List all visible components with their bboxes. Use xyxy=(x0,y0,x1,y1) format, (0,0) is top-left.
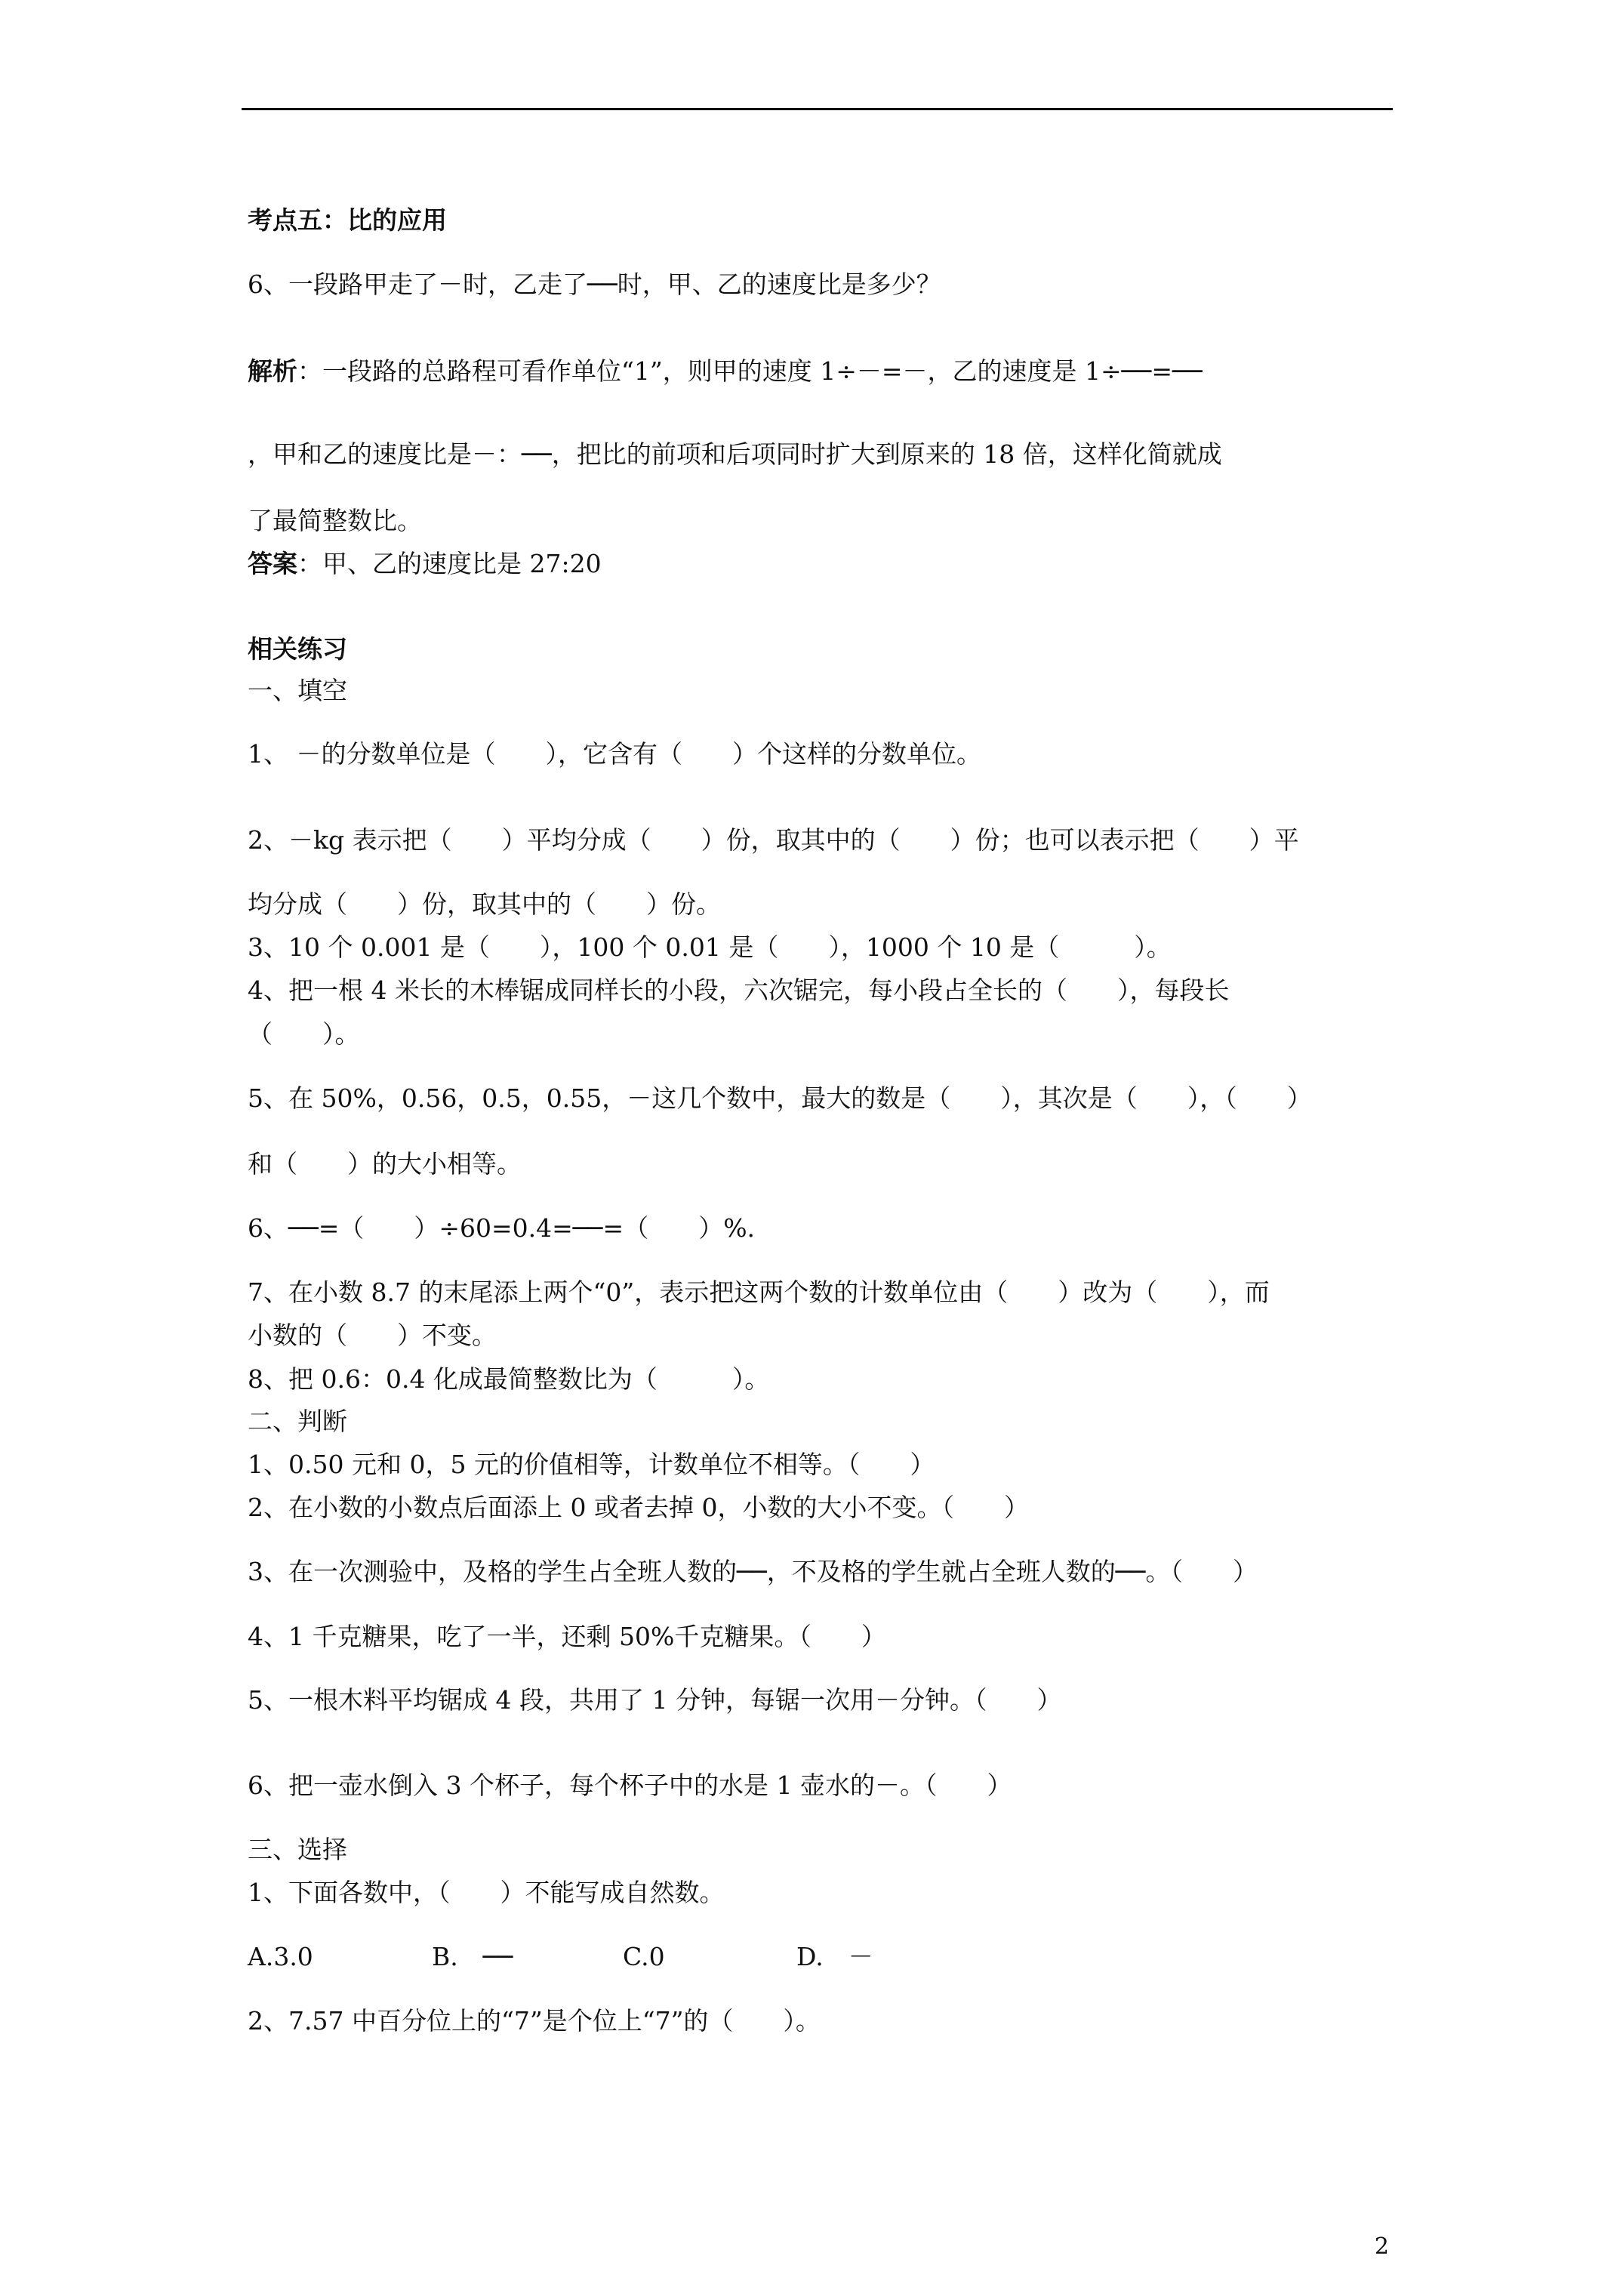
analysis-line-1 xyxy=(248,355,1203,388)
judge-line: 3、在一次测验中，及格的学生占全班人数的──，不及格的学生就占全班人数的──。（ ） xyxy=(248,1557,1258,1586)
practice-title: 相关练习 xyxy=(248,634,347,664)
fill-line: 1、 －的分数单位是（ ），它含有（ ）个这样的分数单位。 xyxy=(248,739,981,769)
analysis-line-2: ，甲和乙的速度比是－：──，把比的前项和后项同时扩大到原来的 18 倍，这样化简就成 xyxy=(248,439,1222,469)
fill-line: 8、把 0.6：0.4 化成最简整数比为（ ）。 xyxy=(248,1364,770,1394)
judge-line: 4、1 千克糖果，吃了一半，还剩 50%千克糖果。（ ） xyxy=(248,1622,886,1651)
fill-line: 4、把一根 4 米长的木棒锯成同样长的小段，六次锯完，每小段占全长的（ ），每段长 xyxy=(248,975,1230,1005)
fill-line: 5、在 50%，0.56，0.5，0.55，－这几个数中，最大的数是（ ），其次是（ ），（ ） xyxy=(248,1083,1312,1113)
judge-line: 5、一根木料平均锯成 4 段，共用了 1 分钟，每锯一次用－分钟。（ ） xyxy=(248,1685,1062,1715)
answer-label: 答案 xyxy=(248,549,297,578)
fill-heading: 一、填空 xyxy=(248,676,347,705)
fill-line: 3、10 个 0.001 是（ ），100 个 0.01 是（ ），1000 个 10 是（ ）。 xyxy=(248,932,1172,962)
choice-heading: 三、选择 xyxy=(248,1835,347,1864)
fill-line: （ ）。 xyxy=(248,1019,360,1049)
header-rule xyxy=(242,108,1393,110)
page-number: 2 xyxy=(1374,2233,1389,2260)
answer-text: ：甲、乙的速度比是 27:20 xyxy=(297,549,602,578)
choice-question-2: 2、7.57 中百分位上的“7”是个位上“7”的（ ）。 xyxy=(248,2006,821,2036)
option-c: C.0 xyxy=(623,1942,665,1971)
analysis-line-3: 了最简整数比。 xyxy=(248,506,422,535)
judge-heading: 二、判断 xyxy=(248,1407,347,1436)
fill-line: 均分成（ ）份，取其中的（ ）份。 xyxy=(248,889,721,919)
option-a: A.3.0 xyxy=(248,1942,313,1971)
fill-line: 小数的（ ）不变。 xyxy=(248,1321,497,1350)
answer-line xyxy=(248,547,602,581)
option-b: B. ── xyxy=(432,1942,513,1971)
fill-line: 和（ ）的大小相等。 xyxy=(248,1149,522,1179)
example-question: 6、一段路甲走了－时，乙走了──时，甲、乙的速度比是多少？ xyxy=(248,270,941,299)
analysis-text-1: ：一段路的总路程可看作单位“1”，则甲的速度 1÷－=－，乙的速度是 1÷──=── xyxy=(297,356,1203,386)
judge-line: 2、在小数的小数点后面添上 0 或者去掉 0，小数的大小不变。（ ） xyxy=(248,1493,1029,1522)
choice-question-1: 1、下面各数中，（ ）不能写成自然数。 xyxy=(248,1878,725,1907)
judge-line: 1、0.50 元和 0，5 元的价值相等，计数单位不相等。（ ） xyxy=(248,1450,935,1479)
judge-line: 6、把一壶水倒入 3 个杯子，每个杯子中的水是 1 壶水的－。（ ） xyxy=(248,1771,1012,1800)
fill-line: 7、在小数 8.7 的末尾添上两个“0”，表示把这两个数的计数单位由（ ）改为（ ），而 xyxy=(248,1277,1270,1307)
fill-line: 6、──=（ ）÷60=0.4=──=（ ）%. xyxy=(248,1213,756,1243)
section-title: 考点五：比的应用 xyxy=(248,205,447,235)
option-d: D. － xyxy=(796,1942,873,1971)
fill-line: 2、－kg 表示把（ ）平均分成（ ）份，取其中的（ ）份；也可以表示把（ ）平 xyxy=(248,825,1299,855)
analysis-label: 解析 xyxy=(248,356,297,386)
